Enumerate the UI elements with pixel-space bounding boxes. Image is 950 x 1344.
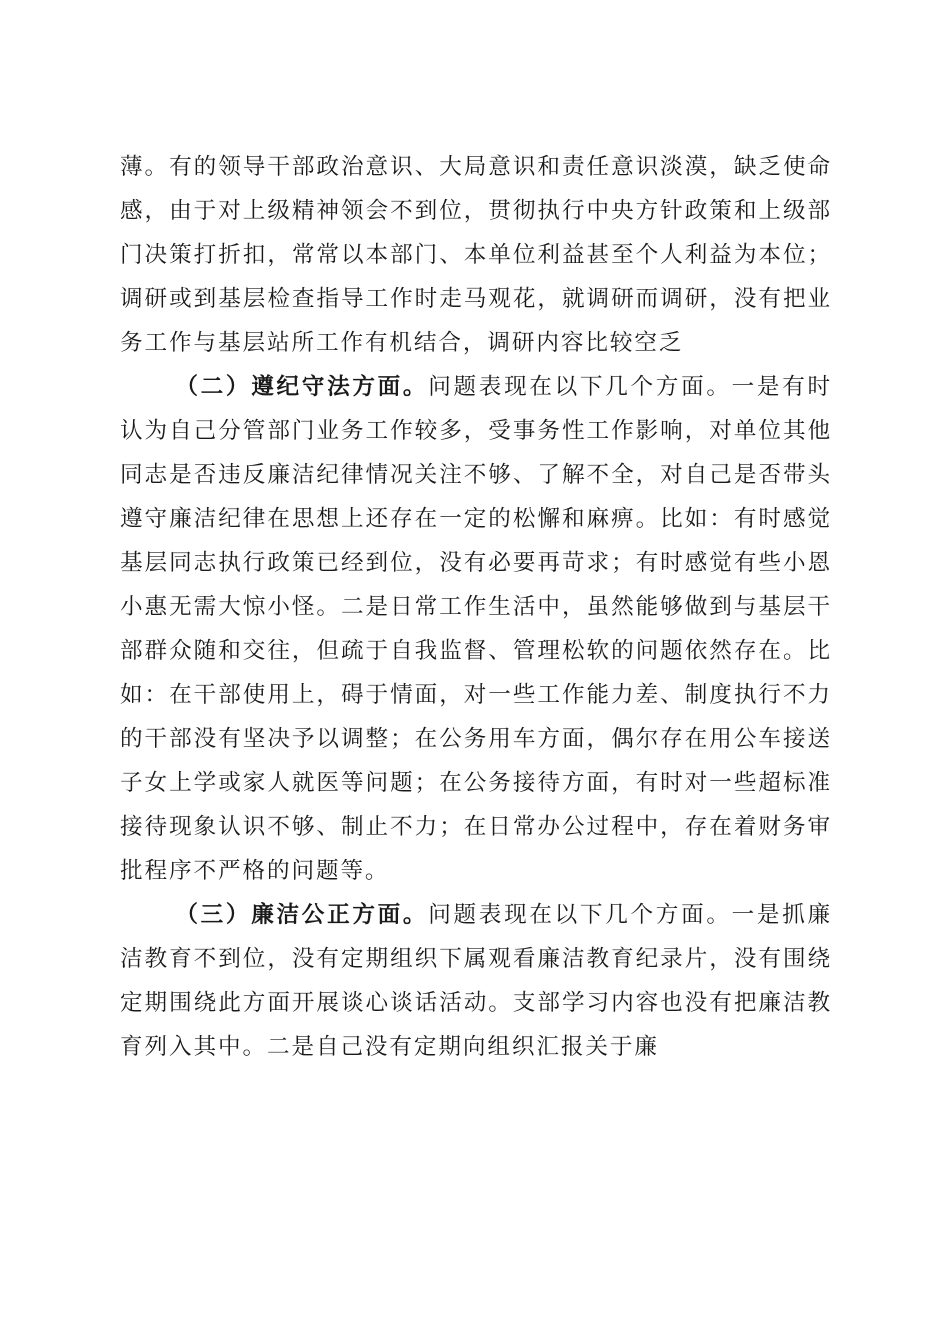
paragraph-continuation	[120, 145, 832, 365]
section-heading-integrity-fairness: （三）廉洁公正方面。	[175, 902, 429, 928]
paragraph-text: 薄。有的领导干部政治意识、大局意识和责任意识淡漠，缺乏使命感，由于对上级精神领会不到位，贯彻执行中央方针政策和上级部门决策打折扣，常常以本部门、本单位利益甚至个人利益为本位；调研或到基层检查指导工作时走马观花，就调研而调研，没有把业务工作与基层站所工作有机结合，调研内容比较空乏	[120, 154, 832, 356]
paragraph-integrity-fairness	[120, 893, 832, 1069]
paragraph-discipline-law	[120, 365, 832, 893]
paragraph-text: 问题表现在以下几个方面。一是抓廉洁教育不到位，没有定期组织下属观看廉洁教育纪录片，没有围绕定期围绕此方面开展谈心谈话活动。支部学习内容也没有把廉洁教育列入其中。二是自己没有定期向组织汇报关于廉	[120, 902, 832, 1060]
section-heading-discipline-law: （二）遵纪守法方面。	[175, 374, 429, 400]
paragraph-text: 问题表现在以下几个方面。一是有时认为自己分管部门业务工作较多，受事务性工作影响，对单位其他同志是否违反廉洁纪律情况关注不够、了解不全，对自己是否带头遵守廉洁纪律在思想上还存在一定的松懈和麻痹。比如：有时感觉基层同志执行政策已经到位，没有必要再苛求；有时感觉有些小恩小惠无需大惊小怪。二是日常工作生活中，虽然能够做到与基层干部群众随和交往，但疏于自我监督、管理松软的问题依然存在。比如：在干部使用上，碍于情面，对一些工作能力差、制度执行不力的干部没有坚决予以调整；在公务用车方面，偶尔存在用公车接送子女上学或家人就医等问题；在公务接待方面，有时对一些超标准接待现象认识不够、制止不力；在日常办公过程中，存在着财务审批程序不严格的问题等。	[120, 374, 832, 884]
document-body	[120, 145, 832, 1069]
